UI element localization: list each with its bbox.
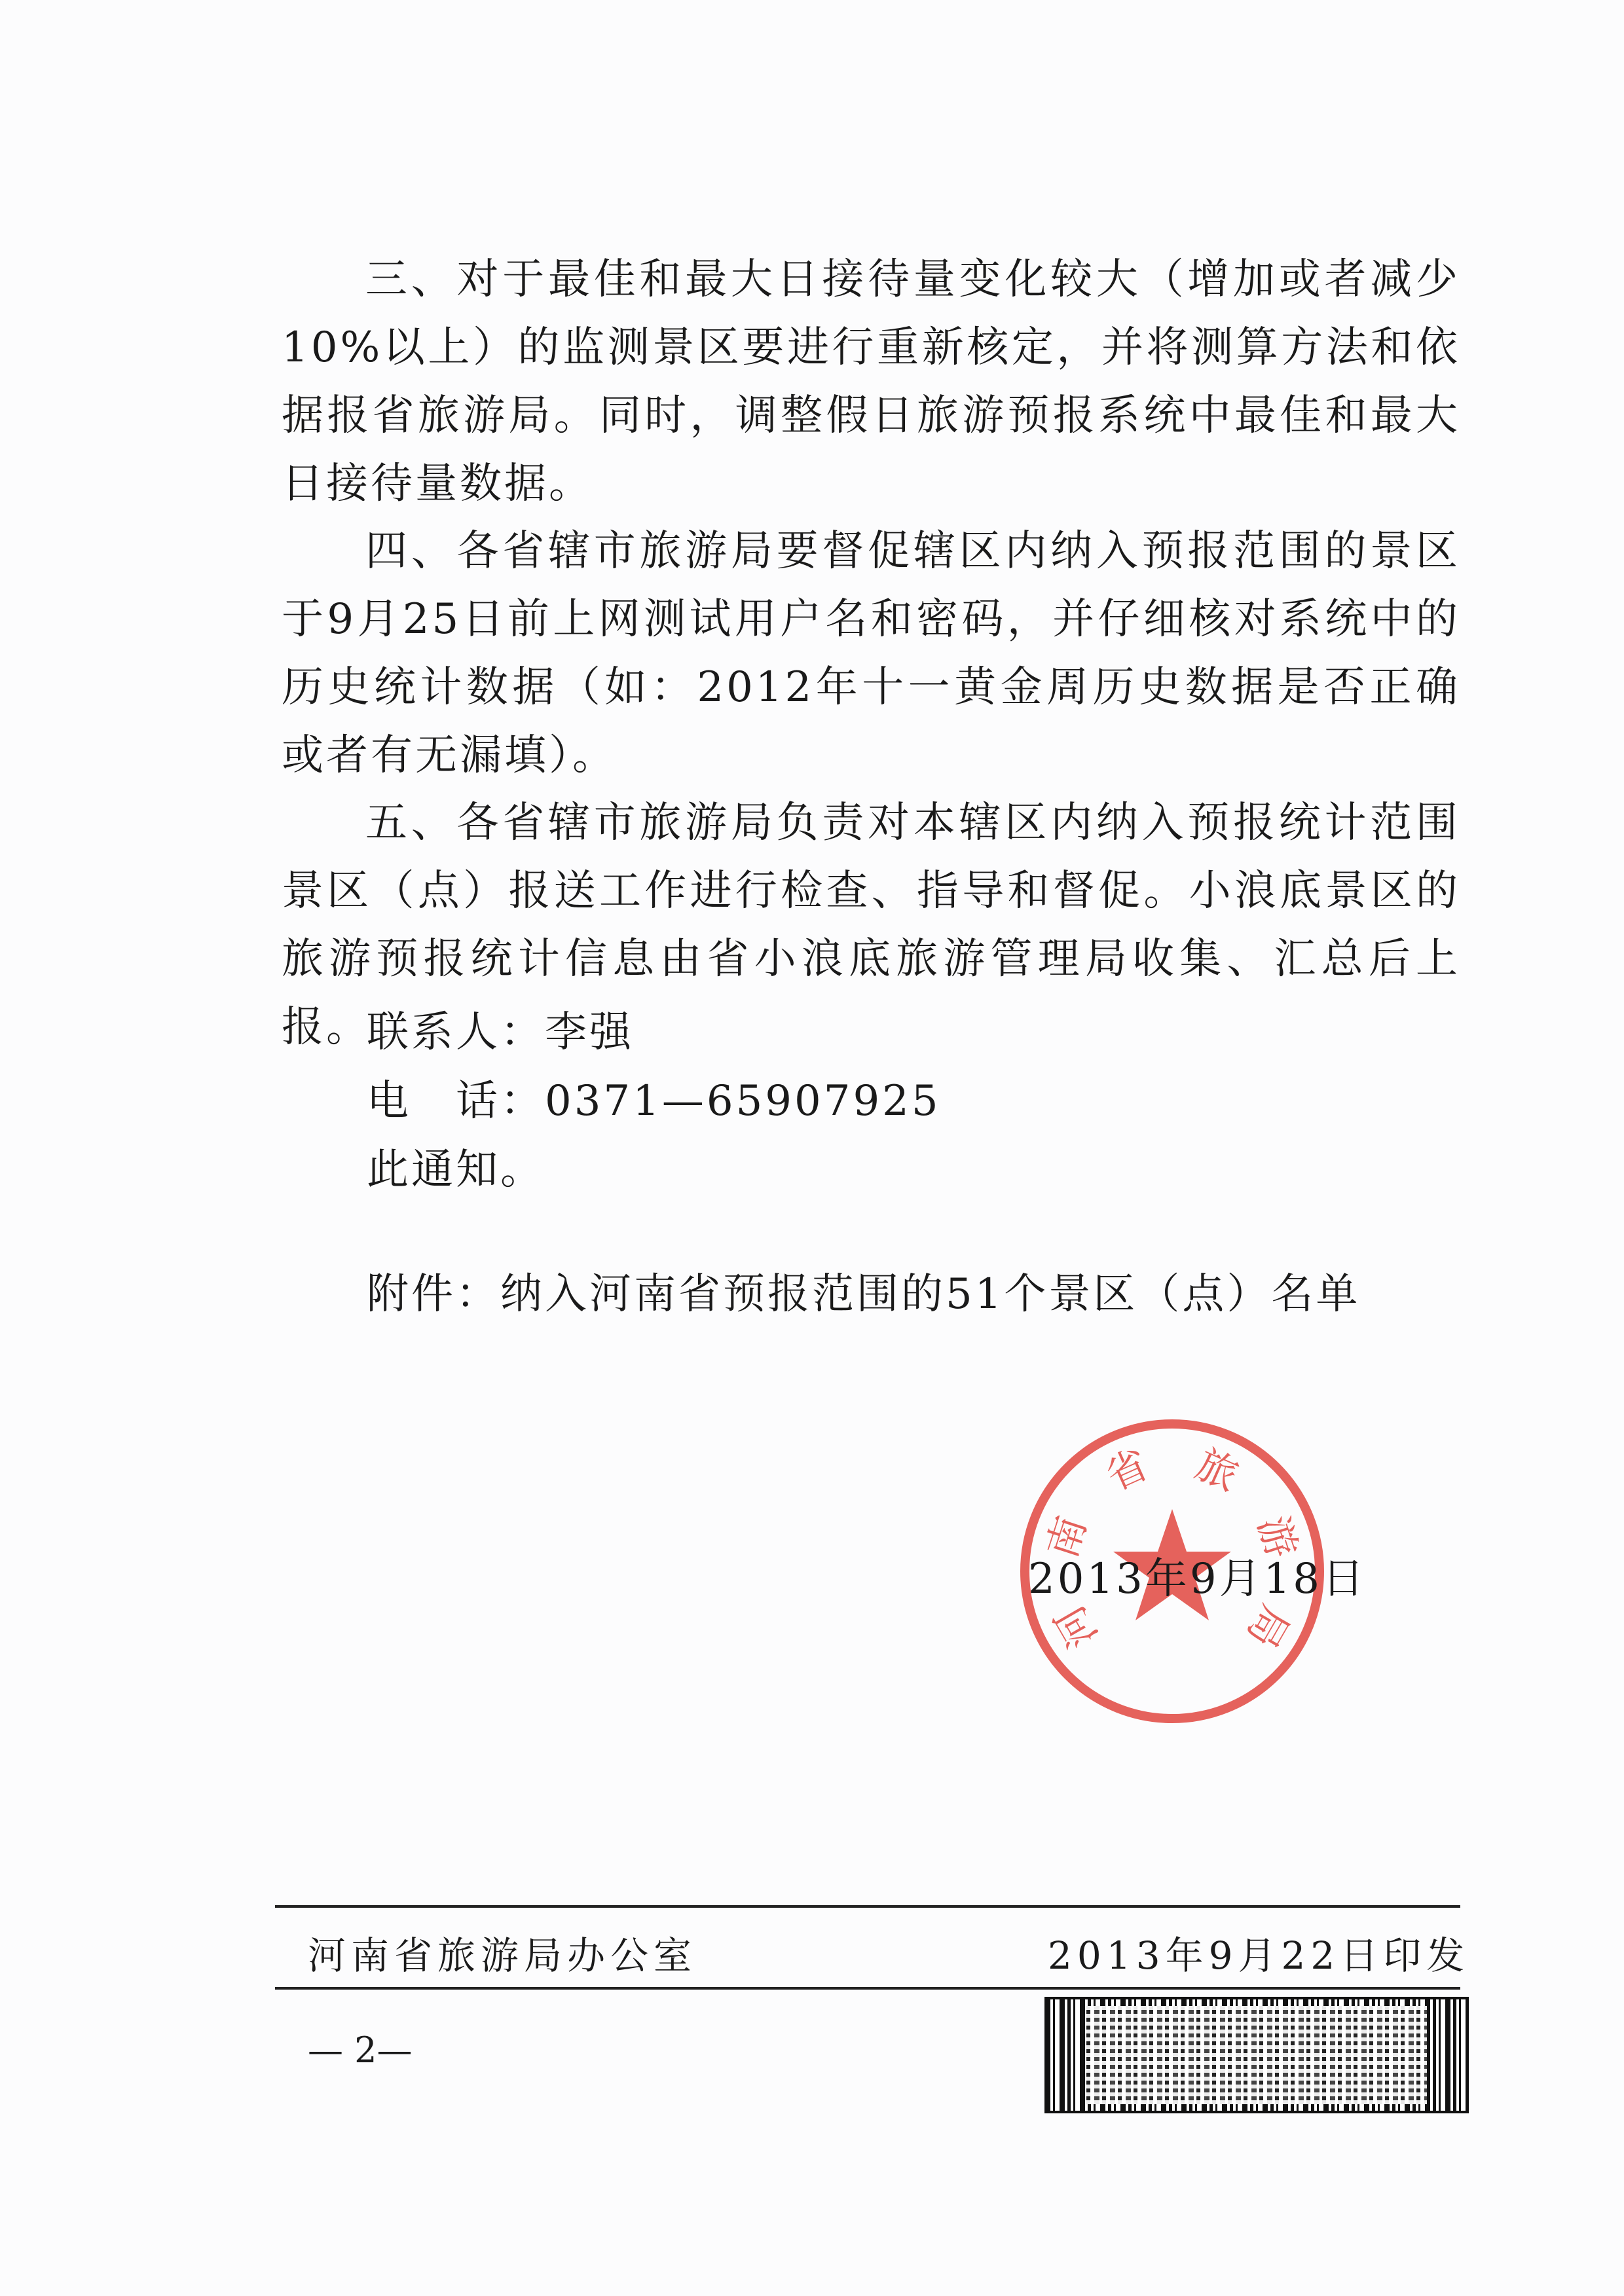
seal-character: 河 (1045, 1597, 1107, 1656)
barcode-pattern (1086, 2006, 1427, 2104)
paragraph-4: 四、各省辖市旅游局要督促辖区内纳入预报范围的景区于9月25日前上网测试用户名和密码，并仔细核对系统中的历史统计数据（如：2012年十一黄金周历史数据是否正确或者有无漏填）。 (282, 527, 1460, 780)
footer-rule-top (275, 1905, 1460, 1908)
closing-text: 此通知。 (367, 1146, 545, 1194)
document-date: 2013年9月18日 (1028, 1555, 1367, 1603)
seal-character: 游 (1248, 1510, 1307, 1564)
seal-character: 省 (1098, 1440, 1156, 1501)
paragraph-3: 三、对于最佳和最大日接待量变化较大（增加或者减少10%以上）的监测景区要进行重新核定，并将测算方法和依据报省旅游局。同时，调整假日旅游预报系统中最佳和最大日接待量数据。 (282, 255, 1460, 508)
paragraph-5: 五、各省辖市旅游局负责对本辖区内纳入预报统计范围景区（点）报送工作进行检查、指导和督促。小浪底景区的旅游预报统计信息由省小浪底旅游管理局收集、汇总后上报。 (282, 799, 1460, 1051)
contact-person: 联系人：李强 (367, 1008, 634, 1057)
footer-issue-date: 2013年9月22日印发 (1048, 1933, 1470, 1978)
document-barcode (1044, 1997, 1469, 2113)
footer-issuer: 河南省旅游局办公室 (308, 1933, 697, 1978)
attachment-line: 附件：纳入河南省预报范围的51个景区（点）名单 (367, 1270, 1361, 1319)
seal-character: 旅 (1189, 1440, 1246, 1501)
seal-character: 局 (1237, 1597, 1299, 1656)
page-number: — 2— (308, 2030, 413, 2071)
footer-rule-bottom (275, 1987, 1460, 1990)
contact-phone: 电 话：0371—65907925 (367, 1077, 941, 1125)
seal-character: 南 (1037, 1510, 1096, 1564)
